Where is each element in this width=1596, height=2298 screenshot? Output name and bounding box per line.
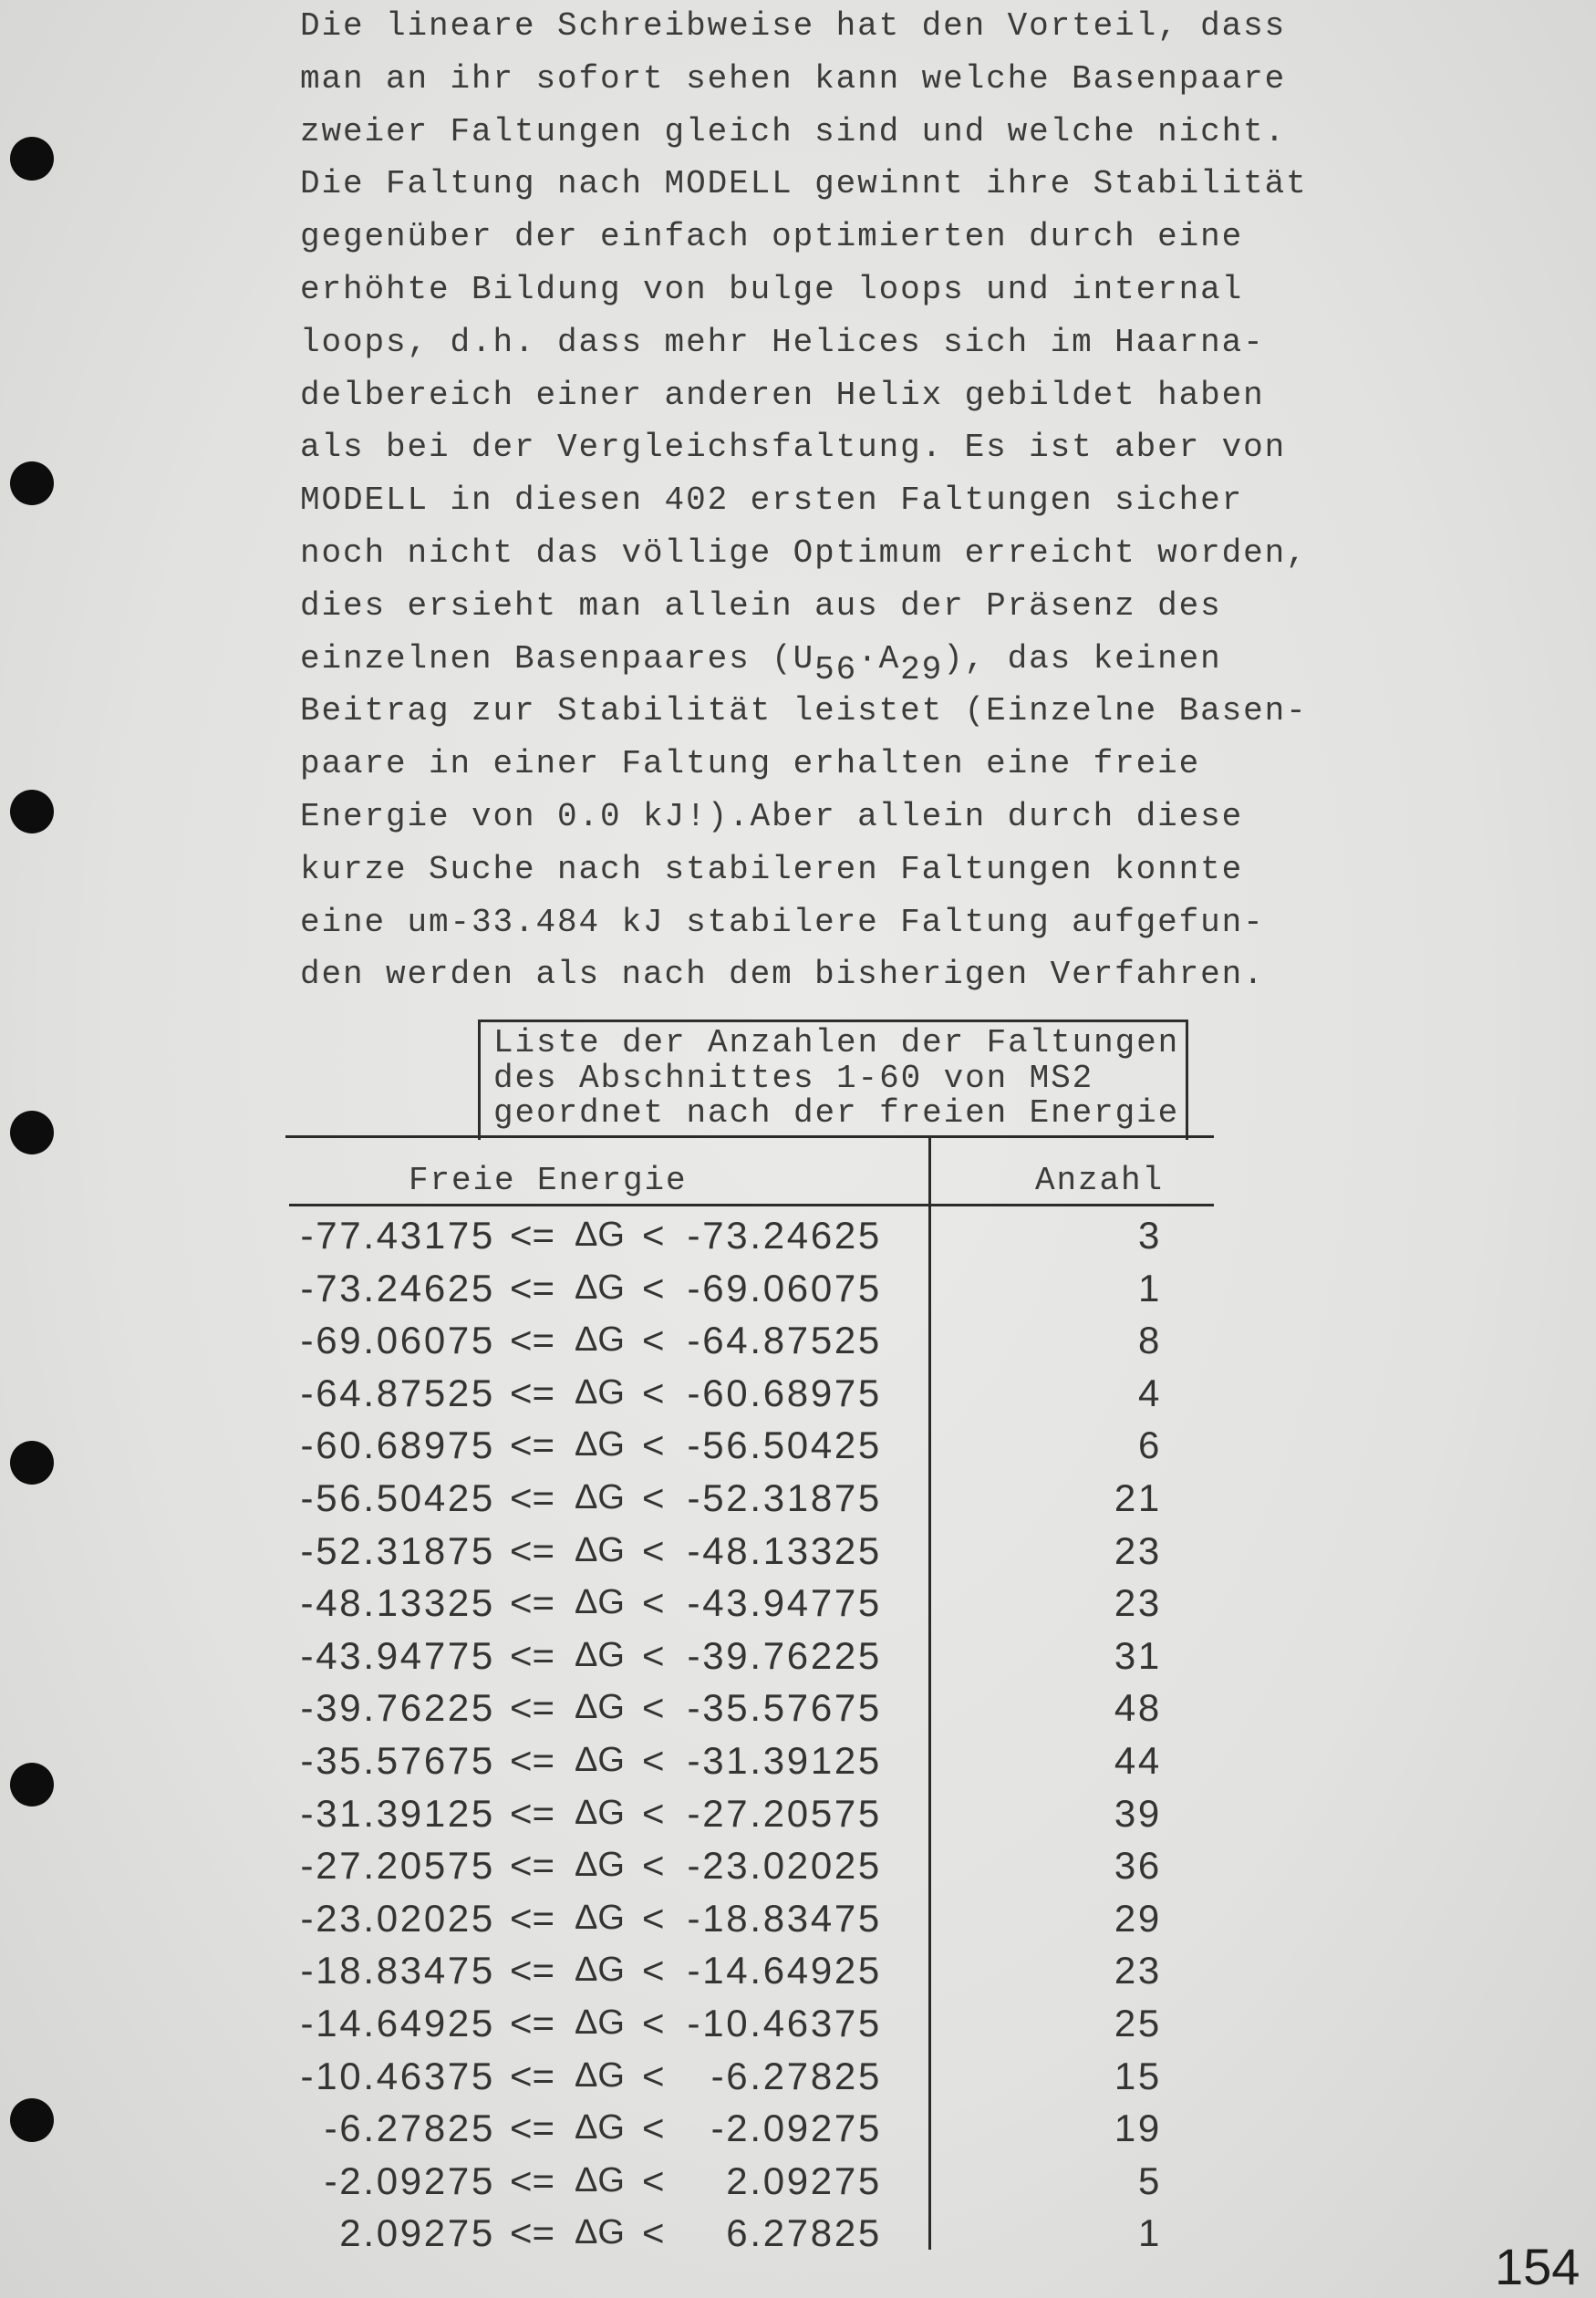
lower-bound-value: -39.76225: [300, 1686, 495, 1730]
count-value: 6: [1137, 1423, 1162, 1467]
upper-bound-value: -35.57675: [687, 1686, 882, 1730]
upper-bound-value: 2.09275: [726, 2158, 882, 2202]
table-row: [0, 1787, 1596, 1840]
less-than-sign: <: [642, 1266, 665, 1309]
less-equal-sign: <=: [510, 2158, 555, 2202]
table-row: [0, 1314, 1596, 1367]
less-than-sign: <: [642, 1686, 665, 1730]
delta-g-symbol: ΔG: [575, 1740, 625, 1779]
line-text: ), das keinen: [943, 639, 1222, 678]
table-row: [0, 1367, 1596, 1420]
less-equal-sign: <=: [510, 1791, 555, 1835]
caption-line: Liste der Anzahlen der Faltungen: [493, 1024, 1180, 1061]
paragraph-line: Energie von 0.0 kJ!).Aber allein durch diese: [300, 797, 1244, 835]
less-equal-sign: <=: [510, 1896, 555, 1940]
count-value: 3: [1137, 1214, 1162, 1257]
lower-bound-value: -52.31875: [300, 1528, 495, 1572]
upper-bound-value: -23.02025: [687, 1844, 882, 1888]
lower-bound-value: -64.87525: [300, 1371, 495, 1414]
lower-bound-value: -2.09275: [324, 2158, 495, 2202]
line-text: ·A: [857, 639, 901, 678]
delta-g-symbol: ΔG: [575, 2213, 625, 2252]
delta-g-symbol: ΔG: [575, 2055, 625, 2095]
less-equal-sign: <=: [510, 1949, 555, 1993]
caption-line: des Abschnittes 1-60 von MS2: [493, 1059, 1094, 1097]
page-number: 154: [1495, 2238, 1580, 2295]
upper-bound-value: -10.46375: [687, 2001, 882, 2044]
punch-hole: [10, 790, 54, 833]
count-value: 23: [1114, 1949, 1162, 1993]
delta-g-symbol: ΔG: [575, 1846, 625, 1885]
less-equal-sign: <=: [510, 2054, 555, 2097]
count-value: 31: [1114, 1633, 1162, 1677]
paragraph-line: als bei der Vergleichsfaltung. Es ist aber von: [300, 429, 1287, 467]
count-value: 23: [1114, 1528, 1162, 1572]
less-than-sign: <: [642, 1633, 665, 1677]
lower-bound-value: -23.02025: [300, 1896, 495, 1940]
delta-g-symbol: ΔG: [575, 1268, 625, 1307]
delta-g-symbol: ΔG: [575, 1898, 625, 1937]
upper-bound-value: -6.27825: [710, 2054, 882, 2097]
less-than-sign: <: [642, 2054, 665, 2097]
count-value: 23: [1114, 1581, 1162, 1625]
upper-bound-value: -52.31875: [687, 1475, 882, 1519]
less-than-sign: <: [642, 2001, 665, 2044]
body-text: [300, 0, 1394, 1001]
less-than-sign: <: [642, 2106, 665, 2150]
less-equal-sign: <=: [510, 1423, 555, 1467]
paragraph-line: kurze Suche nach stabileren Faltungen konnte: [300, 850, 1244, 888]
less-than-sign: <: [642, 1738, 665, 1782]
paragraph-line: delbereich einer anderen Helix gebildet haben: [300, 376, 1265, 414]
lower-bound-value: -27.20575: [300, 1844, 495, 1888]
paragraph-line: Die Faltung nach MODELL gewinnt ihre Stabilität: [300, 165, 1308, 203]
upper-bound-value: -14.64925: [687, 1949, 882, 1993]
punch-hole: [10, 1111, 54, 1154]
paragraph-line: MODELL in diesen 402 ersten Faltungen sicher: [300, 481, 1244, 520]
table-top-rule: [285, 1135, 1214, 1138]
less-than-sign: <: [642, 2158, 665, 2202]
upper-bound-value: 6.27825: [726, 2211, 882, 2255]
delta-g-symbol: ΔG: [575, 1635, 625, 1674]
less-equal-sign: <=: [510, 1371, 555, 1414]
count-value: 36: [1114, 1844, 1162, 1888]
lower-bound-value: -60.68975: [300, 1423, 495, 1467]
less-than-sign: <: [642, 1475, 665, 1519]
header-free-energy: Freie Energie: [409, 1162, 688, 1199]
upper-bound-value: -69.06075: [687, 1266, 882, 1309]
delta-g-symbol: ΔG: [575, 1530, 625, 1569]
punch-hole: [10, 461, 54, 505]
count-value: 48: [1114, 1686, 1162, 1730]
lower-bound-value: -6.27825: [324, 2106, 495, 2150]
delta-g-symbol: ΔG: [575, 1688, 625, 1727]
less-equal-sign: <=: [510, 1266, 555, 1309]
less-equal-sign: <=: [510, 2106, 555, 2150]
less-equal-sign: <=: [510, 1319, 555, 1362]
table-caption: [493, 1026, 1187, 1132]
delta-g-symbol: ΔG: [575, 1372, 625, 1412]
upper-bound-value: -27.20575: [687, 1791, 882, 1835]
upper-bound-value: -60.68975: [687, 1371, 882, 1414]
less-than-sign: <: [642, 1949, 665, 1993]
lower-bound-value: -73.24625: [300, 1266, 495, 1309]
upper-bound-value: -39.76225: [687, 1633, 882, 1677]
less-than-sign: <: [642, 1844, 665, 1888]
delta-g-symbol: ΔG: [575, 1951, 625, 1990]
table-row: [0, 1997, 1596, 2050]
paragraph-line: loops, d.h. dass mehr Helices sich im Haarna-: [300, 323, 1265, 361]
less-equal-sign: <=: [510, 1528, 555, 1572]
table-row: [0, 2050, 1596, 2103]
lower-bound-value: -56.50425: [300, 1475, 495, 1519]
lower-bound-value: -18.83475: [300, 1949, 495, 1993]
less-equal-sign: <=: [510, 1581, 555, 1625]
subscript-index: 29: [900, 650, 944, 688]
paragraph-line: dies ersieht man allein aus der Präsenz des: [300, 586, 1222, 625]
count-value: 39: [1114, 1791, 1162, 1835]
less-than-sign: <: [642, 2211, 665, 2255]
count-value: 29: [1114, 1896, 1162, 1940]
delta-g-symbol: ΔG: [575, 2003, 625, 2042]
table-row: [0, 1419, 1596, 1472]
upper-bound-value: -31.39125: [687, 1738, 882, 1782]
table-row: [0, 1630, 1596, 1682]
delta-g-symbol: ΔG: [575, 1793, 625, 1832]
table-row: [0, 1577, 1596, 1630]
less-than-sign: <: [642, 1581, 665, 1625]
count-value: 44: [1114, 1738, 1162, 1782]
less-than-sign: <: [642, 1896, 665, 1940]
upper-bound-value: -73.24625: [687, 1214, 882, 1257]
punch-hole: [10, 137, 54, 181]
table-row: [0, 1525, 1596, 1578]
delta-g-symbol: ΔG: [575, 1477, 625, 1516]
table-body: [0, 1209, 1596, 2260]
table-row: [0, 1839, 1596, 1892]
table-row: [0, 1734, 1596, 1787]
paragraph-line: Die lineare Schreibweise hat den Vorteil, dass: [300, 7, 1287, 45]
table-row: [0, 1682, 1596, 1734]
table-row: [0, 1944, 1596, 1997]
delta-g-symbol: ΔG: [575, 2108, 625, 2148]
count-value: 8: [1137, 1319, 1162, 1362]
count-value: 25: [1114, 2001, 1162, 2044]
less-equal-sign: <=: [510, 1686, 555, 1730]
delta-g-symbol: ΔG: [575, 1216, 625, 1254]
table-row: [0, 2102, 1596, 2155]
upper-bound-value: -48.13325: [687, 1528, 882, 1572]
subscript-index: 56: [814, 650, 858, 688]
table-row: [0, 1262, 1596, 1315]
delta-g-symbol: ΔG: [575, 2160, 625, 2200]
caption-line: geordnet nach der freien Energie: [493, 1094, 1180, 1133]
upper-bound-value: -43.94775: [687, 1581, 882, 1625]
table-row: [0, 1472, 1596, 1525]
lower-bound-value: -77.43175: [300, 1214, 495, 1257]
paragraph-line: paare in einer Faltung erhalten eine freie: [300, 745, 1201, 783]
upper-bound-value: -18.83475: [687, 1896, 882, 1940]
paragraph-line: eine um-33.484 kJ stabilere Faltung aufgefun-: [300, 903, 1265, 941]
less-than-sign: <: [642, 1371, 665, 1414]
delta-g-symbol: ΔG: [575, 1583, 625, 1622]
less-equal-sign: <=: [510, 2211, 555, 2255]
paragraph-line: man an ihr sofort sehen kann welche Basenpaare: [300, 59, 1287, 98]
table-row: [0, 2155, 1596, 2208]
less-equal-sign: <=: [510, 1844, 555, 1888]
upper-bound-value: -2.09275: [710, 2106, 882, 2150]
count-value: 5: [1137, 2158, 1162, 2202]
lower-bound-value: 2.09275: [339, 2211, 495, 2255]
count-value: 1: [1137, 2211, 1162, 2255]
lower-bound-value: -43.94775: [300, 1633, 495, 1677]
paragraph-line: erhöhte Bildung von bulge loops und internal: [300, 270, 1244, 308]
less-than-sign: <: [642, 1423, 665, 1467]
lower-bound-value: -35.57675: [300, 1738, 495, 1782]
table-row: [0, 1209, 1596, 1262]
lower-bound-value: -31.39125: [300, 1791, 495, 1835]
less-equal-sign: <=: [510, 2001, 555, 2044]
less-than-sign: <: [642, 1319, 665, 1362]
count-value: 19: [1114, 2106, 1162, 2150]
count-value: 21: [1114, 1475, 1162, 1519]
count-value: 4: [1137, 1371, 1162, 1414]
count-value: 15: [1114, 2054, 1162, 2097]
upper-bound-value: -64.87525: [687, 1319, 882, 1362]
line-text: einzelnen Basenpaares (U: [300, 639, 815, 678]
table-row: [0, 2207, 1596, 2260]
paragraph-line: gegenüber der einfach optimierten durch eine: [300, 218, 1244, 256]
lower-bound-value: -69.06075: [300, 1319, 495, 1362]
less-equal-sign: <=: [510, 1475, 555, 1519]
paragraph-line: [300, 633, 1394, 686]
paragraph-line: den werden als nach dem bisherigen Verfahren.: [300, 956, 1265, 994]
lower-bound-value: -14.64925: [300, 2001, 495, 2044]
less-than-sign: <: [642, 1528, 665, 1572]
header-count: Anzahl: [1035, 1162, 1165, 1199]
less-equal-sign: <=: [510, 1633, 555, 1677]
table-row: [0, 1892, 1596, 1945]
paragraph-line: noch nicht das völlige Optimum erreicht worden,: [300, 533, 1308, 572]
less-than-sign: <: [642, 1214, 665, 1257]
lower-bound-value: -48.13325: [300, 1581, 495, 1625]
lower-bound-value: -10.46375: [300, 2054, 495, 2097]
delta-g-symbol: ΔG: [575, 1320, 625, 1360]
count-value: 1: [1137, 1266, 1162, 1309]
less-than-sign: <: [642, 1791, 665, 1835]
less-equal-sign: <=: [510, 1214, 555, 1257]
paragraph-line: Beitrag zur Stabilität leistet (Einzelne Basen-: [300, 692, 1308, 730]
less-equal-sign: <=: [510, 1738, 555, 1782]
upper-bound-value: -56.50425: [687, 1423, 882, 1467]
delta-g-symbol: ΔG: [575, 1425, 625, 1465]
paragraph-line: zweier Faltungen gleich sind und welche nicht.: [300, 112, 1287, 150]
